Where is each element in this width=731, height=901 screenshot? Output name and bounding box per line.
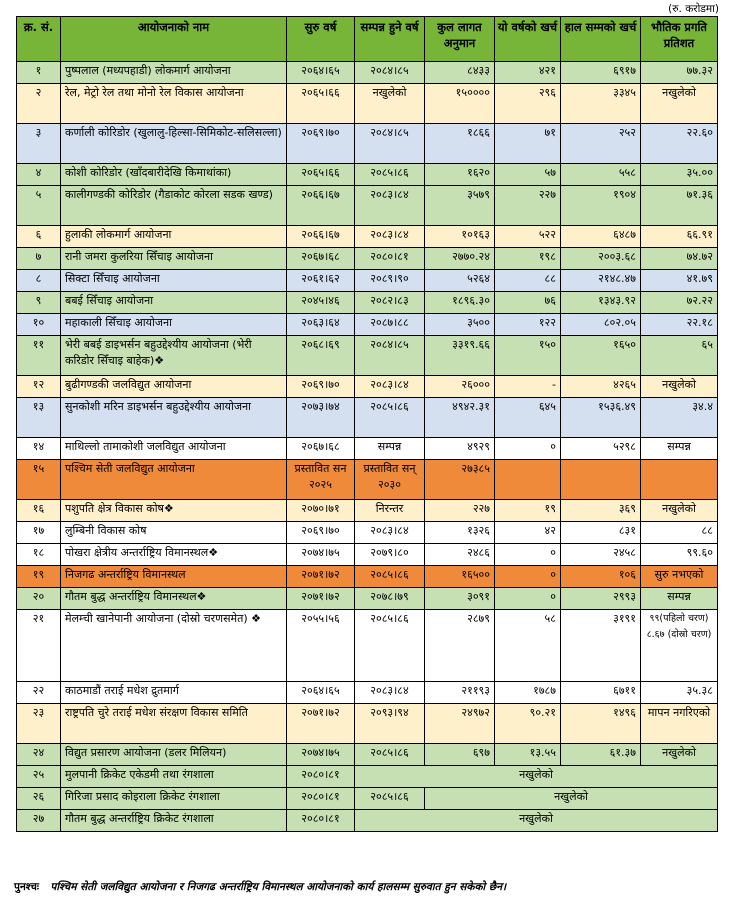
cell-end: २०८३।८४ xyxy=(355,682,425,704)
cell-todate: १४९६ xyxy=(561,704,641,744)
header-progress: भौतिक प्रगति प्रतिशत xyxy=(641,17,718,62)
cell-todate: २४५८ xyxy=(561,544,641,566)
cell-yr: १९८ xyxy=(495,248,561,270)
cell-end: नखुलेको xyxy=(355,84,425,124)
cell-end: २०८०।८१ xyxy=(355,248,425,270)
cell-name: विद्युत प्रसारण आयोजना (डलर मिलियन) xyxy=(61,744,287,766)
cell-prog: नखुलेको xyxy=(641,84,718,124)
table-row xyxy=(17,610,718,682)
cell-name: निजगढ अन्तर्राष्ट्रिय विमानस्थल xyxy=(61,566,287,588)
cell-todate: ६९१७ xyxy=(561,62,641,84)
cell-prog: सम्पन्न xyxy=(641,588,718,610)
cell-sn: २४ xyxy=(17,744,61,766)
cell-sn: २६ xyxy=(17,788,61,810)
cell-cost: १८६६ xyxy=(425,124,495,164)
cell-prog: ९९.६० xyxy=(641,544,718,566)
cell-end: २०८३।८४ xyxy=(355,186,425,226)
footnote-label: पुनश्चः xyxy=(14,881,40,893)
cell-end: २०९३।९४ xyxy=(355,704,425,744)
cell-start: २०८०।८१ xyxy=(287,810,355,832)
cell-cost: ८४३३ xyxy=(425,62,495,84)
cell-end: २०८५।८६ xyxy=(355,398,425,438)
cell-start: २०४५।४६ xyxy=(287,292,355,314)
cell-yr: १७८७ xyxy=(495,682,561,704)
cell-sn: २५ xyxy=(17,766,61,788)
cell-cost: १६२० xyxy=(425,164,495,186)
cell-start: २०६७।६८ xyxy=(287,438,355,460)
cell-todate: ६७११ xyxy=(561,682,641,704)
table-row xyxy=(17,376,718,398)
cell-name: रानी जमरा कुलरिया सिँचाइ आयोजना xyxy=(61,248,287,270)
table-row xyxy=(17,704,718,744)
cell-text: नखुलेको xyxy=(355,766,718,788)
cell-yr: ४२१ xyxy=(495,62,561,84)
cell-name: हुलाकी लोकमार्ग आयोजना xyxy=(61,226,287,248)
cell-end: २०८३।८४ xyxy=(355,522,425,544)
cell-end: निरन्तर xyxy=(355,500,425,522)
cell-yr: ७१ xyxy=(495,124,561,164)
table-row xyxy=(17,460,718,500)
unit-note: (रु. करोडमा) xyxy=(668,3,719,15)
projects-table xyxy=(16,16,718,832)
cell-cost: ३५०० xyxy=(425,314,495,336)
cell-cost: १०१६३ xyxy=(425,226,495,248)
cell-sn: १३ xyxy=(17,398,61,438)
cell-todate: २५२ xyxy=(561,124,641,164)
cell-cost: २४९७२ xyxy=(425,704,495,744)
table-row xyxy=(17,438,718,460)
cell-end: सम्पन्न xyxy=(355,438,425,460)
cell-name: सिक्टा सिँचाइ आयोजना xyxy=(61,270,287,292)
cell-todate: ४२६५ xyxy=(561,376,641,398)
cell-prog: ६६.९१ xyxy=(641,226,718,248)
cell-todate: ३१९१ xyxy=(561,610,641,682)
cell-start: २०७१।७२ xyxy=(287,588,355,610)
cell-start: २०८०।८१ xyxy=(287,788,355,810)
cell-sn: ८ xyxy=(17,270,61,292)
cell-cost: ५२६४ xyxy=(425,270,495,292)
cell-name: भेरी बबई डाइभर्सन बहुउद्देश्यीय आयोजना (भेरी करिडोर सिँचाइ बाहेक)❖ xyxy=(61,336,287,376)
header-end: सम्पन्न हुने वर्ष xyxy=(355,17,425,62)
cell-todate: ३३४५ xyxy=(561,84,641,124)
cell-prog: सुरु नभएको xyxy=(641,566,718,588)
cell-todate: ८०२.०५ xyxy=(561,314,641,336)
cell-cost: २४८६ xyxy=(425,544,495,566)
cell-start: २०६७।६८ xyxy=(287,248,355,270)
cell-yr: ५७ xyxy=(495,164,561,186)
cell-start: २०५५।५६ xyxy=(287,610,355,682)
cell-yr xyxy=(495,460,561,500)
cell-text: नखुलेको xyxy=(355,810,718,832)
cell-todate: १०६ xyxy=(561,566,641,588)
cell-cost: २६००० xyxy=(425,376,495,398)
cell-todate: १९०४ xyxy=(561,186,641,226)
cell-end: २०८४।८५ xyxy=(355,124,425,164)
cell-start: २०६४।६५ xyxy=(287,682,355,704)
cell-cost: २११९३ xyxy=(425,682,495,704)
cell-sn: ५ xyxy=(17,186,61,226)
cell-yr: २९६ xyxy=(495,84,561,124)
table-row xyxy=(17,270,718,292)
cell-name: सुनकोशी मरिन डाइभर्सन बहुउद्देश्यीय आयोजना xyxy=(61,398,287,438)
cell-prog: ३४.४ xyxy=(641,398,718,438)
cell-prog: सम्पन्न xyxy=(641,438,718,460)
cell-sn: ३ xyxy=(17,124,61,164)
cell-prog: ८८ xyxy=(641,522,718,544)
cell-yr: १९ xyxy=(495,500,561,522)
cell-cost: १५०००० xyxy=(425,84,495,124)
cell-name: कालीगण्डकी कोरिडोर (गैडाकोट कोरला सडक खण्ड) xyxy=(61,186,287,226)
cell-todate: ८३१ xyxy=(561,522,641,544)
cell-cost: १३२६ xyxy=(425,522,495,544)
header-name: आयोजनाको नाम xyxy=(61,17,287,62)
cell-sn: २७ xyxy=(17,810,61,832)
cell-cost: ३३१९.६६ xyxy=(425,336,495,376)
cell-cost: २२७ xyxy=(425,500,495,522)
cell-end: २०७८।७९ xyxy=(355,588,425,610)
table-row xyxy=(17,314,718,336)
cell-start: २०६८।६९ xyxy=(287,336,355,376)
cell-todate: १५३६.४९ xyxy=(561,398,641,438)
cell-prog: २२.६० xyxy=(641,124,718,164)
cell-todate: २९९३ xyxy=(561,588,641,610)
cell-yr: ० xyxy=(495,588,561,610)
cell-sn: २१ xyxy=(17,610,61,682)
cell-sn: २२ xyxy=(17,682,61,704)
cell-todate: १३४३.९२ xyxy=(561,292,641,314)
cell-end: २०८९।९० xyxy=(355,270,425,292)
cell-sn: १० xyxy=(17,314,61,336)
cell-name: बुढीगण्डकी जलविद्युत आयोजना xyxy=(61,376,287,398)
cell-name: माथिल्लो तामाकोशी जलविद्युत आयोजना xyxy=(61,438,287,460)
table-row xyxy=(17,226,718,248)
cell-sn: १२ xyxy=(17,376,61,398)
cell-name: महाकाली सिँचाइ आयोजना xyxy=(61,314,287,336)
cell-prog: ४१.७९ xyxy=(641,270,718,292)
cell-name: लुम्बिनी विकास कोष xyxy=(61,522,287,544)
cell-end: २०८३।८४ xyxy=(355,376,425,398)
cell-name: राष्ट्रपति चुरे तराई मधेश संरक्षण विकास समिति xyxy=(61,704,287,744)
cell-todate xyxy=(561,460,641,500)
cell-prog: ६५ xyxy=(641,336,718,376)
table-row xyxy=(17,164,718,186)
cell-end: २०८७।८८ xyxy=(355,314,425,336)
table-row xyxy=(17,124,718,164)
cell-prog: ३५.३८ xyxy=(641,682,718,704)
cell-prog: ९९(पहिलो चरण) ८.६७ (दोस्रो चरण) xyxy=(641,610,718,682)
cell-end: २०८२।८३ xyxy=(355,292,425,314)
cell-prog: नखुलेको xyxy=(641,376,718,398)
cell-end: २०८५।८६ xyxy=(355,610,425,682)
cell-yr: ७६ xyxy=(495,292,561,314)
cell-sn: ६ xyxy=(17,226,61,248)
cell-sn: ९ xyxy=(17,292,61,314)
cell-end: २०८४।८५ xyxy=(355,62,425,84)
cell-end: २०८४।८५ xyxy=(355,336,425,376)
table-row xyxy=(17,544,718,566)
cell-yr: ५२२ xyxy=(495,226,561,248)
cell-sn: १८ xyxy=(17,544,61,566)
cell-todate: २००३.६८ xyxy=(561,248,641,270)
cell-start: २०६४।६५ xyxy=(287,62,355,84)
cell-start: २०८०।८१ xyxy=(287,766,355,788)
cell-yr: १३.५५ xyxy=(495,744,561,766)
cell-name: मुलपानी क्रिकेट एकेडमी तथा रंगशाला xyxy=(61,766,287,788)
cell-todate: ६१.३७ xyxy=(561,744,641,766)
cell-sn: ११ xyxy=(17,336,61,376)
table-row xyxy=(17,186,718,226)
cell-prog xyxy=(641,460,718,500)
cell-sn: १७ xyxy=(17,522,61,544)
cell-end: २०८५।८६ xyxy=(355,164,425,186)
table-row xyxy=(17,398,718,438)
cell-start: प्रस्तावित सन २०२५ xyxy=(287,460,355,500)
cell-prog: ७४.७२ xyxy=(641,248,718,270)
cell-todate: ५५८ xyxy=(561,164,641,186)
cell-yr: ० xyxy=(495,544,561,566)
cell-yr: ० xyxy=(495,566,561,588)
cell-yr: १५० xyxy=(495,336,561,376)
cell-todate: १६५० xyxy=(561,336,641,376)
table-row xyxy=(17,522,718,544)
table-row xyxy=(17,766,718,788)
cell-sn: १५ xyxy=(17,460,61,500)
cell-cost: १६५०० xyxy=(425,566,495,588)
cell-name: पशुपति क्षेत्र विकास कोष❖ xyxy=(61,500,287,522)
cell-cost: ४९४२.३१ xyxy=(425,398,495,438)
cell-end: २०८५।८६ xyxy=(355,788,425,810)
cell-prog: मापन नगरिएको xyxy=(641,704,718,744)
cell-sn: २० xyxy=(17,588,61,610)
cell-yr: ० xyxy=(495,438,561,460)
cell-name: पश्चिम सेती जलविद्युत आयोजना xyxy=(61,460,287,500)
cell-sn: २३ xyxy=(17,704,61,744)
table-row xyxy=(17,588,718,610)
table-row xyxy=(17,248,718,270)
cell-name: पुष्पलाल (मध्यपहाडी) लोकमार्ग आयोजना xyxy=(61,62,287,84)
cell-cost: २८७९ xyxy=(425,610,495,682)
cell-prog: ७१.३६ xyxy=(641,186,718,226)
header-cost: कुल लागत अनुमान xyxy=(425,17,495,62)
table-row xyxy=(17,84,718,124)
cell-start: २०६६।६७ xyxy=(287,226,355,248)
cell-todate: ६४८७ xyxy=(561,226,641,248)
cell-prog: नखुलेको xyxy=(641,744,718,766)
cell-sn: १९ xyxy=(17,566,61,588)
cell-name: पोखरा क्षेत्रीय अन्तर्राष्ट्रिय विमानस्थल❖ xyxy=(61,544,287,566)
cell-todate: २१४८.४७ xyxy=(561,270,641,292)
cell-yr: - xyxy=(495,376,561,398)
cell-sn: ४ xyxy=(17,164,61,186)
cell-prog: २२.१८ xyxy=(641,314,718,336)
cell-sn: १४ xyxy=(17,438,61,460)
cell-name: गिरिजा प्रसाद कोइराला क्रिकेट रंगशाला xyxy=(61,788,287,810)
cell-cost: ३०९१ xyxy=(425,588,495,610)
cell-yr: ४२ xyxy=(495,522,561,544)
cell-todate: ५२९८ xyxy=(561,438,641,460)
cell-cost: २७३८५ xyxy=(425,460,495,500)
cell-sn: २ xyxy=(17,84,61,124)
table-header-row xyxy=(17,17,718,62)
header-this-year: यो वर्षको खर्च xyxy=(495,17,561,62)
cell-start: २०७३।७४ xyxy=(287,398,355,438)
cell-start: २०६६।६७ xyxy=(287,186,355,226)
table-row xyxy=(17,62,718,84)
cell-start: २०७०।७१ xyxy=(287,500,355,522)
cell-yr: २२७ xyxy=(495,186,561,226)
cell-yr: ५८ xyxy=(495,610,561,682)
cell-start: २०७१।७२ xyxy=(287,704,355,744)
cell-cost: ६९७ xyxy=(425,744,495,766)
cell-cost: १८९६.३० xyxy=(425,292,495,314)
cell-end: २०८५।८६ xyxy=(355,744,425,766)
cell-prog: नखुलेको xyxy=(641,500,718,522)
cell-end: २०७९।८० xyxy=(355,544,425,566)
cell-end: प्रस्तावित सन् २०३० xyxy=(355,460,425,500)
cell-start: २०६९।७० xyxy=(287,522,355,544)
cell-name: मेलम्ची खानेपानी आयोजना (दोस्रो चरणसमेत) ❖ xyxy=(61,610,287,682)
cell-yr: ६४५ xyxy=(495,398,561,438)
cell-sn: १ xyxy=(17,62,61,84)
cell-name: बबई सिँचाइ आयोजना xyxy=(61,292,287,314)
cell-prog: ७७.३२ xyxy=(641,62,718,84)
table-row xyxy=(17,500,718,522)
cell-start: २०६९।७० xyxy=(287,124,355,164)
cell-name: रेल, मेट्रो रेल तथा मोनो रेल विकास आयोजना xyxy=(61,84,287,124)
cell-sn: ७ xyxy=(17,248,61,270)
cell-sn: १६ xyxy=(17,500,61,522)
cell-start: २०७४।७५ xyxy=(287,744,355,766)
cell-start: २०७४।७५ xyxy=(287,544,355,566)
cell-todate: ३६९ xyxy=(561,500,641,522)
cell-start: २०७१।७२ xyxy=(287,566,355,588)
cell-name: गौतम बुद्ध अन्तर्राष्ट्रिय विमानस्थल❖ xyxy=(61,588,287,610)
table-row xyxy=(17,336,718,376)
cell-start: २०६९।७० xyxy=(287,376,355,398)
cell-cost: ३५७९ xyxy=(425,186,495,226)
cell-start: २०६५।६६ xyxy=(287,164,355,186)
cell-name: कर्णाली कोरिडोर (खुलालु-हिल्सा-सिमिकोट-सलिसल्ला) xyxy=(61,124,287,164)
header-to-date: हाल सम्मको खर्च xyxy=(561,17,641,62)
table-row xyxy=(17,810,718,832)
cell-end: २०८३।८४ xyxy=(355,226,425,248)
cell-end: २०८५।८६ xyxy=(355,566,425,588)
header-sn: क्र. सं. xyxy=(17,17,61,62)
table-row xyxy=(17,744,718,766)
table-row xyxy=(17,788,718,810)
table-row xyxy=(17,682,718,704)
cell-prog: ७२.२२ xyxy=(641,292,718,314)
cell-name: कोशी कोरिडोर (खाँदबारीदेखि किमाथांका) xyxy=(61,164,287,186)
cell-text: नखुलेको xyxy=(425,788,718,810)
footnote-text: पश्चिम सेती जलविद्युत आयोजना र निजगढ अन्तर्राष्ट्रिय विमानस्थल आयोजनाको कार्य हालसम्म सुरुवात हुन सकेको छैन। xyxy=(50,881,507,893)
cell-yr: ९०.२१ xyxy=(495,704,561,744)
cell-name: काठमाडौं तराई मधेश द्रुतमार्ग xyxy=(61,682,287,704)
cell-yr: १२२ xyxy=(495,314,561,336)
cell-cost: २७७०.२४ xyxy=(425,248,495,270)
cell-start: २०६१।६२ xyxy=(287,270,355,292)
table-row xyxy=(17,566,718,588)
cell-yr: ८८ xyxy=(495,270,561,292)
cell-name: गौतम बुद्ध अन्तर्राष्ट्रिय क्रिकेट रंगशाला xyxy=(61,810,287,832)
footnote xyxy=(14,880,506,894)
cell-cost: ४९२९ xyxy=(425,438,495,460)
cell-start: २०६५।६६ xyxy=(287,84,355,124)
cell-prog: ३५.०० xyxy=(641,164,718,186)
header-start: सुरु वर्ष xyxy=(287,17,355,62)
table-row xyxy=(17,292,718,314)
cell-start: २०६३।६४ xyxy=(287,314,355,336)
